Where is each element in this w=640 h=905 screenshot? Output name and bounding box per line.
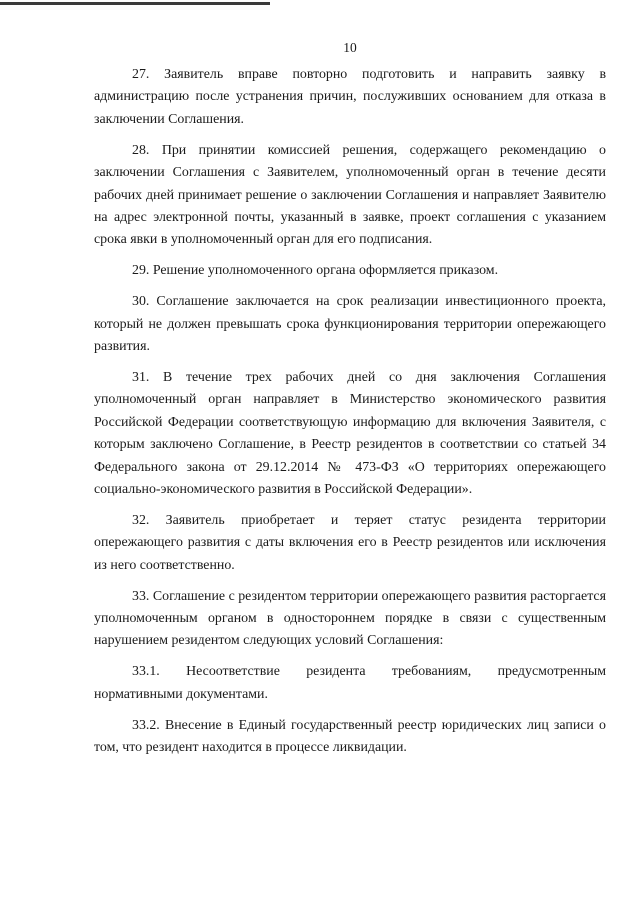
paragraph-28: 28. При принятии комиссией решения, содержащего рекомендацию о заключении Соглашения с Заявителем, уполномоченный орган в течение десяти рабочих дней принимает решение о заключении Соглашения и направляет Заявителю на адрес электронной почты, указанный в заявке, проект соглашения с указанием срока явки в уполномоченный орган для его подписания.: [94, 142, 606, 248]
paragraph-33-2: 33.2. Внесение в Единый государственный реестр юридических лиц записи о том, что резидент находится в процессе ликвидации.: [94, 717, 606, 755]
paragraph-33: 33. Соглашение с резидентом территории опережающего развития расторгается уполномоченным органом в одностороннем порядке в связи с существенным нарушением резидентом следующих условий Соглашения:: [94, 588, 606, 649]
paragraph-32: 32. Заявитель приобретает и теряет статус резидента территории опережающего развития с даты включения его в Реестр резидентов или исключения из него соответственно.: [94, 512, 606, 573]
paragraph-33-1: 33.1. Несоответствие резидента требованиям, предусмотренным нормативными документами.: [94, 664, 606, 702]
paragraph-31: 31. В течение трех рабочих дней со дня заключения Соглашения уполномоченный орган направляет в Министерство экономического развития Российской Федерации соответствующую информацию для включения Заявителя, с которым заключено Соглашение, в Реестр резидентов в соответствии со статьей 34 Федерального закона от 29.12.2014 № 473-ФЗ «О территориях опережающего социально-экономического развития в Российской Федерации».: [94, 369, 606, 497]
document-page: [94, 0, 606, 759]
paragraph-30: 30. Соглашение заключается на срок реализации инвестиционного проекта, который не должен превышать срока функционирования территории опережающего развития.: [94, 294, 606, 354]
page-number: 10: [343, 40, 357, 55]
paragraph-29: 29. Решение уполномоченного органа оформляется приказом.: [132, 263, 499, 279]
paragraph-27: 27. Заявитель вправе повторно подготовить и направить заявку в администрацию после устранения причин, послуживших основанием для отказа в заключении Соглашения.: [94, 67, 606, 127]
